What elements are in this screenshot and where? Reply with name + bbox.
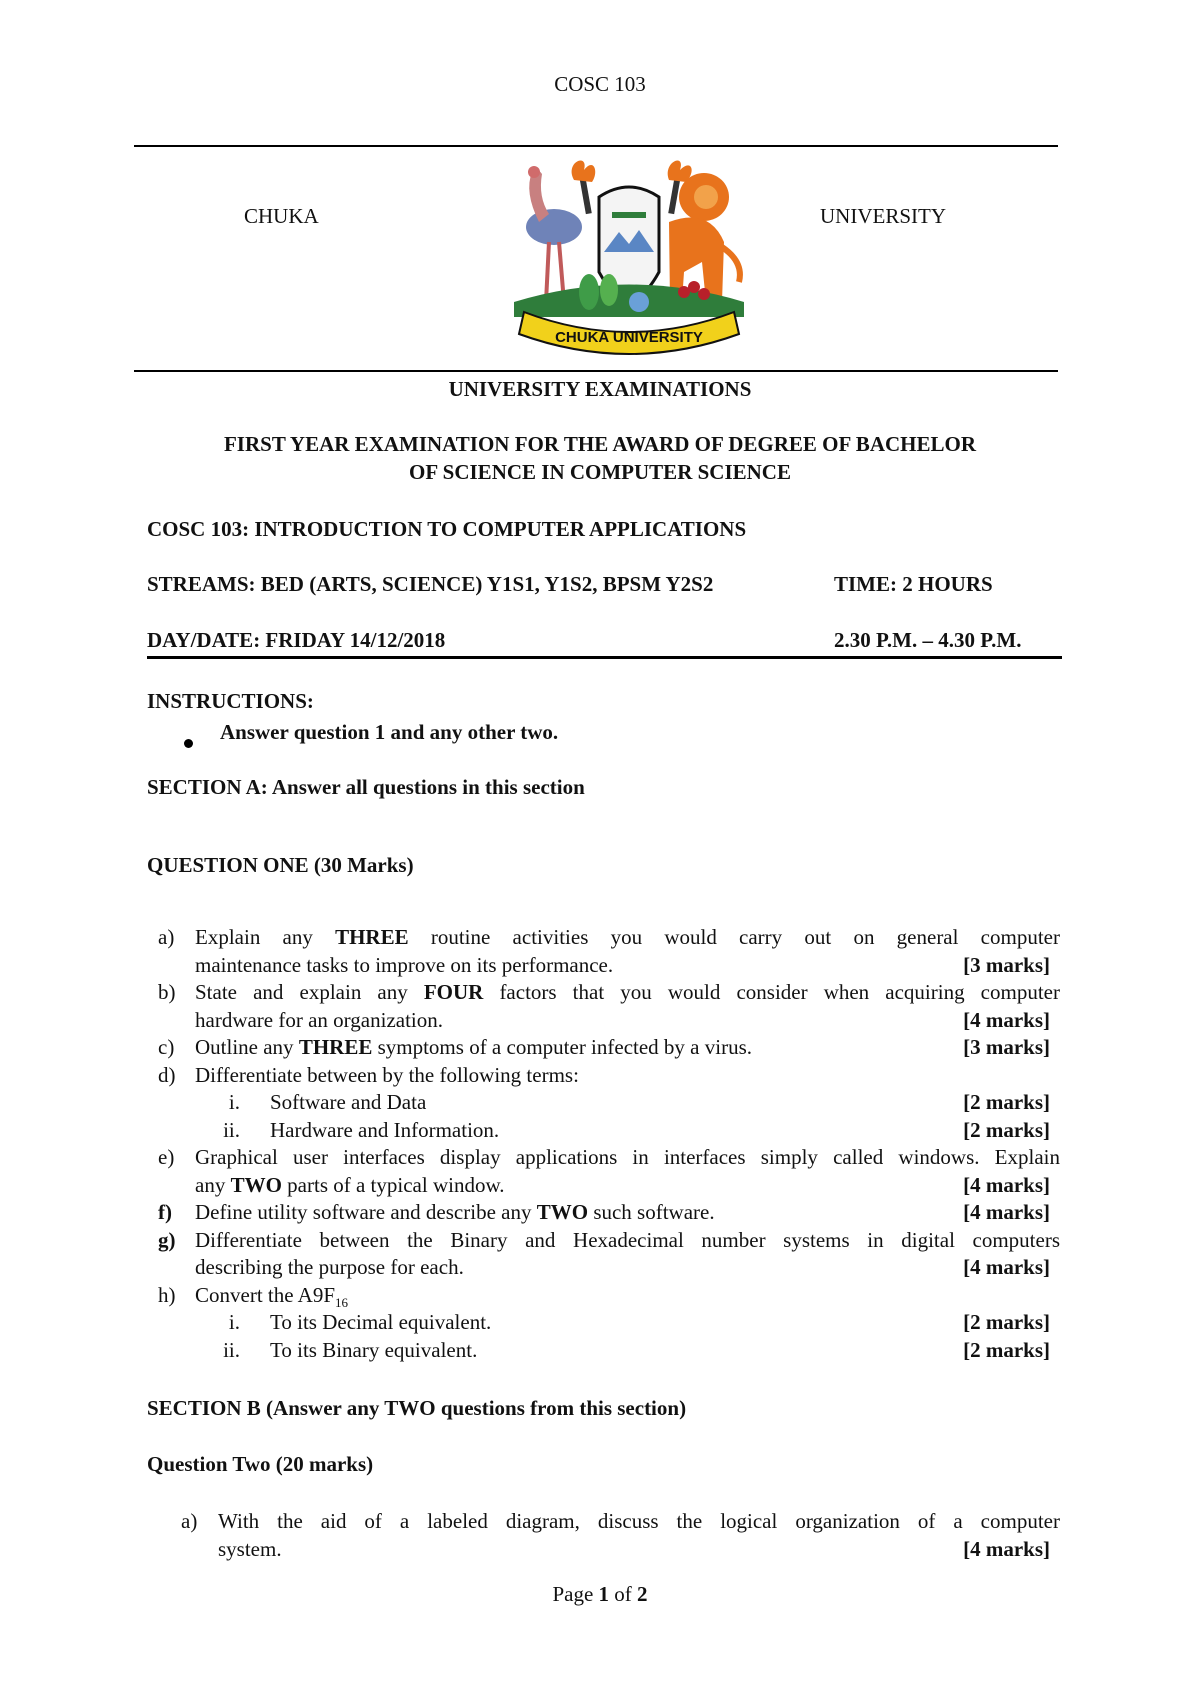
q1-e-line2: any TWO parts of a typical window. [4 marks] — [195, 1172, 1060, 1200]
award-line-2: OF SCIENCE IN COMPUTER SCIENCE — [409, 460, 791, 484]
instructions-heading: INSTRUCTIONS: — [147, 689, 314, 713]
q1-d-ii: ii. Hardware and Information. [2 marks] — [195, 1117, 1060, 1145]
bullet-icon — [184, 729, 193, 754]
q1-a-line2: maintenance tasks to improve on its performance. [3 marks] — [195, 952, 1060, 980]
question-two-heading: Question Two (20 marks) — [147, 1452, 374, 1476]
award-line-1: FIRST YEAR EXAMINATION FOR THE AWARD OF DEGREE OF BACHELOR — [223, 432, 976, 456]
q1-h-i: i. To its Decimal equivalent. [2 marks] — [195, 1309, 1060, 1337]
q1-a-line1: a) Explain any THREE routine activities you would carry out on general computer — [158, 925, 1060, 949]
q1-b-line2: hardware for an organization. [4 marks] — [195, 1007, 1060, 1035]
q1-g-line1: g) Differentiate between the Binary and Hexadecimal number systems in digital computers — [158, 1227, 1060, 1252]
exam-hours: 2.30 P.M. – 4.30 P.M. — [834, 628, 1022, 652]
q1-h-line1: h) Convert the $A9F_{16}$ — [158, 1282, 348, 1310]
q1-h-ii: ii. To its Binary equivalent. [2 marks] — [195, 1337, 1060, 1365]
q1-d-ii-marks: [2 marks] — [963, 1117, 1050, 1142]
q1-b-marks: [4 marks] — [963, 1007, 1050, 1032]
q1-h-i-marks: [2 marks] — [963, 1310, 1050, 1334]
q1-d-i: i. Software and Data [2 marks] — [195, 1089, 1060, 1117]
q1-e-line1: e) Graphical user interfaces display applications in interfaces simply called windows. Explain — [158, 1145, 1060, 1169]
streams-text: STREAMS: BED (ARTS, SCIENCE) Y1S1, Y1S2, BPSM Y2S2 — [147, 572, 714, 596]
q2-a-marks: [4 marks] — [963, 1536, 1050, 1561]
q1-c-marks: [3 marks] — [963, 1035, 1050, 1059]
q1-f-line1: f) Define utility software and describe any TWO such software. [4 marks] — [195, 1199, 1060, 1227]
header-bottom-rule — [134, 370, 1058, 372]
question-one-parts — [158, 924, 1060, 1364]
header-university-right: UNIVERSITY — [820, 204, 946, 228]
exam-time: TIME: 2 HOURS — [834, 572, 993, 596]
header-university-left: CHUKA — [244, 204, 319, 228]
q2-a-line2: system. [4 marks] — [218, 1536, 1060, 1564]
logo-banner-text: CHUKA UNIVERSITY — [555, 329, 703, 346]
q1-h-ii-marks: [2 marks] — [963, 1337, 1050, 1362]
q1-d-i-marks: [2 marks] — [963, 1090, 1050, 1114]
page-footer: Page 1 of 2 — [552, 1582, 648, 1606]
header-course-code: COSC 103 — [554, 72, 646, 96]
section-b-heading: SECTION B (Answer any TWO questions from this section) — [147, 1396, 687, 1420]
exam-date: DAY/DATE: FRIDAY 14/12/2018 — [147, 628, 446, 652]
q1-b-line1: b) State and explain any FOUR factors that you would consider when acquiring computer — [158, 980, 1060, 1004]
q1-f-marks: [4 marks] — [963, 1200, 1050, 1224]
university-crest-logo — [494, 152, 764, 358]
section-a-heading: SECTION A: Answer all questions in this section — [147, 775, 585, 799]
q1-d-line1: d) Differentiate between by the following terms: — [158, 1062, 579, 1087]
header-top-rule — [134, 145, 1058, 147]
q1-e-marks: [4 marks] — [963, 1172, 1050, 1197]
date-underline — [147, 656, 1062, 659]
course-title: COSC 103: INTRODUCTION TO COMPUTER APPLICATIONS — [147, 517, 747, 541]
question-one-heading: QUESTION ONE (30 Marks) — [147, 853, 414, 877]
q2-a-line1: a) With the aid of a labeled diagram, discuss the logical organization of a computer — [181, 1509, 1060, 1533]
instruction-item: Answer question 1 and any other two. — [220, 720, 559, 744]
exam-title: UNIVERSITY EXAMINATIONS — [448, 377, 752, 401]
q1-g-line2: describing the purpose for each. [4 marks] — [195, 1254, 1060, 1282]
question-two-parts — [181, 1508, 1060, 1563]
q1-a-marks: [3 marks] — [963, 952, 1050, 977]
q1-c-line1: c) Outline any THREE symptoms of a computer infected by a virus. [3 marks] — [195, 1034, 1060, 1062]
q1-g-marks: [4 marks] — [963, 1255, 1050, 1279]
